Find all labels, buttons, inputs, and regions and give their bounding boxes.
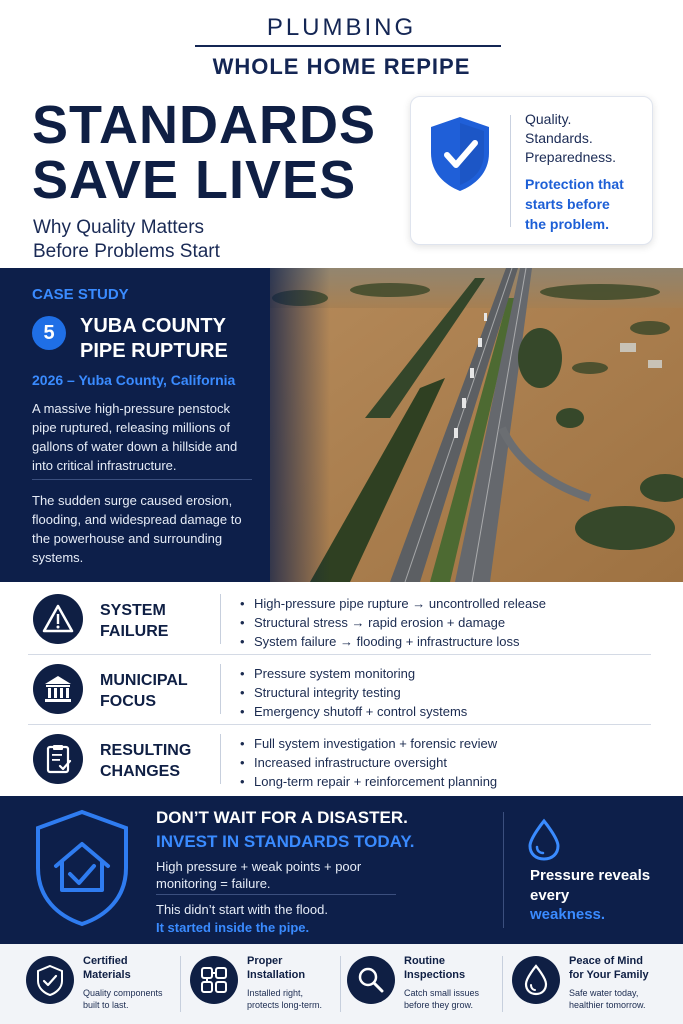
row-municipal-focus <box>28 654 651 722</box>
feature-description <box>404 987 479 1011</box>
row-divider <box>220 664 221 714</box>
cta-side-highlight: weakness. <box>530 906 606 923</box>
list-item: • Increased infrastructure oversight <box>240 753 497 772</box>
subkicker: WHOLE HOME REPIPE <box>212 54 471 79</box>
feature-title-line-1: Routine <box>404 955 445 967</box>
cta-vertical-divider <box>503 812 504 928</box>
feature-title-line-2: Installation <box>247 969 306 981</box>
info-rows <box>0 582 683 794</box>
list-item: • Structural integrity testing <box>240 683 467 702</box>
feature-title-line-1: Certified <box>83 955 128 967</box>
row-title <box>100 670 188 712</box>
feature-desc-line-1: Safe water today, <box>569 988 639 998</box>
badge-divider <box>510 115 511 227</box>
feature-routine-inspections <box>347 954 513 1014</box>
feature-desc-line-2: healthier tomorrow. <box>569 1000 646 1010</box>
cta-side-text: Pressure reveals every <box>530 867 651 904</box>
row-resulting-changes <box>28 724 651 792</box>
feature-title-line-2: Materials <box>83 969 131 981</box>
feature-title-line-2: for Your Family <box>569 969 649 981</box>
row-bullets <box>240 734 497 791</box>
feature-desc-line-2: protects long-term. <box>247 1000 323 1010</box>
feature-desc-line-1: Quality components <box>83 988 163 998</box>
case-number-badge: 5 <box>32 316 66 350</box>
subhead-line-1: Why Quality Matters <box>33 217 205 238</box>
feature-certified-materials <box>26 954 192 1014</box>
row-title-line-1: RESULTING <box>100 742 192 759</box>
cta-subheading: INVEST IN STANDARDS TODAY. <box>156 832 415 851</box>
row-title <box>100 600 168 642</box>
case-description-1: A massive high-pressure penstock pipe ruptured, releasing millions of gallons of water down a hillside and into critical infrastructure. <box>32 401 238 473</box>
shield-check-icon <box>26 956 74 1004</box>
list-item: • Emergency shutoff + control systems <box>240 702 467 721</box>
case-title-line-2: PIPE RUPTURE <box>80 340 228 362</box>
feature-desc-line-2: built to last. <box>83 1000 129 1010</box>
feature-description <box>569 987 646 1011</box>
cta-heading: DON’T WAIT FOR A DISASTER. <box>156 808 408 827</box>
row-divider <box>220 594 221 644</box>
water-drop-icon <box>512 956 560 1004</box>
cta-formula: High pressure + weak points + poor monitoring = failure. <box>156 859 362 891</box>
feature-title-line-1: Proper <box>247 955 283 967</box>
row-bullets <box>240 594 546 651</box>
feature-title <box>247 954 305 982</box>
feature-description <box>83 987 163 1011</box>
feature-divider <box>502 956 503 1012</box>
row-title-line-1: SYSTEM <box>100 602 166 619</box>
quality-badge-card <box>410 96 653 245</box>
list-item: • System failure → flooding + infrastructure loss <box>240 632 546 651</box>
badge-tagline-1: Protection that <box>525 176 624 192</box>
list-item: • Long-term repair + reinforcement planning <box>240 772 497 791</box>
feature-proper-installation <box>190 954 356 1014</box>
feature-desc-line-2: before they grow. <box>404 1000 474 1010</box>
list-item: • High-pressure pipe rupture → uncontrolled release <box>240 594 546 613</box>
features-footer <box>0 944 683 1024</box>
header <box>0 0 683 268</box>
case-divider <box>32 479 252 480</box>
badge-line-1: Quality. <box>525 111 572 127</box>
feature-divider <box>340 956 341 1012</box>
kicker-divider <box>195 45 501 47</box>
feature-desc-line-1: Installed right, <box>247 988 304 998</box>
kicker: PLUMBING <box>266 14 417 41</box>
feature-title <box>83 954 131 982</box>
row-bullets <box>240 664 467 721</box>
row-title-line-2: CHANGES <box>100 763 181 780</box>
row-system-failure <box>28 584 651 652</box>
headline-line-1: STANDARDS <box>32 95 376 155</box>
list-item: • Full system investigation + forensic review <box>240 734 497 753</box>
case-date-location: 2026 – Yuba County, California <box>32 372 236 388</box>
feature-title-line-2: Inspections <box>404 969 466 981</box>
headline-line-2: SAVE LIVES <box>32 150 357 210</box>
headline <box>32 95 376 210</box>
case-study-title <box>80 314 228 364</box>
badge-tagline <box>525 174 624 234</box>
house-shield-icon <box>34 808 130 928</box>
row-title-line-2: FOCUS <box>100 693 156 710</box>
row-title-line-1: MUNICIPAL <box>100 672 188 689</box>
feature-title <box>569 954 649 982</box>
call-to-action-section <box>0 796 683 944</box>
government-building-icon <box>33 664 83 714</box>
water-drop-icon <box>526 818 562 862</box>
subhead-line-2: Before Problems Start <box>33 241 220 262</box>
row-divider <box>220 734 221 784</box>
badge-line-3: Preparedness. <box>525 149 617 165</box>
feature-peace-of-mind <box>512 954 678 1014</box>
photo-fade-overlay <box>250 268 330 582</box>
feature-description <box>247 987 322 1011</box>
case-description-2: The sudden surge caused erosion, flooding, and widespread damage to the powerhouse and surrounding systems. <box>32 493 242 565</box>
badge-values <box>525 110 616 167</box>
feature-divider <box>180 956 181 1012</box>
shield-check-icon <box>429 115 491 193</box>
badge-line-2: Standards. <box>525 130 593 146</box>
magnifier-icon <box>347 956 395 1004</box>
flooded-highway-aerial-photo <box>270 268 683 582</box>
case-study-label: CASE STUDY <box>32 286 129 303</box>
feature-desc-line-1: Catch small issues <box>404 988 480 998</box>
cta-line-2: It started inside the pipe. <box>156 920 310 935</box>
list-item: • Pressure system monitoring <box>240 664 467 683</box>
cta-line-1: This didn’t start with the flood. <box>156 902 328 917</box>
pipe-fittings-icon <box>190 956 238 1004</box>
row-title-line-2: FAILURE <box>100 623 169 640</box>
feature-title <box>404 954 465 982</box>
feature-title-line-1: Peace of Mind <box>569 955 643 967</box>
case-study-section <box>0 268 683 582</box>
badge-tagline-2: starts before <box>525 196 610 212</box>
case-title-line-1: YUBA COUNTY <box>80 315 226 337</box>
warning-icon <box>33 594 83 644</box>
badge-tagline-3: the problem. <box>525 216 610 232</box>
subhead <box>33 216 220 264</box>
clipboard-check-icon <box>33 734 83 784</box>
cta-divider <box>156 894 396 895</box>
row-title <box>100 740 191 782</box>
list-item: • Structural stress → rapid erosion + damage <box>240 613 546 632</box>
